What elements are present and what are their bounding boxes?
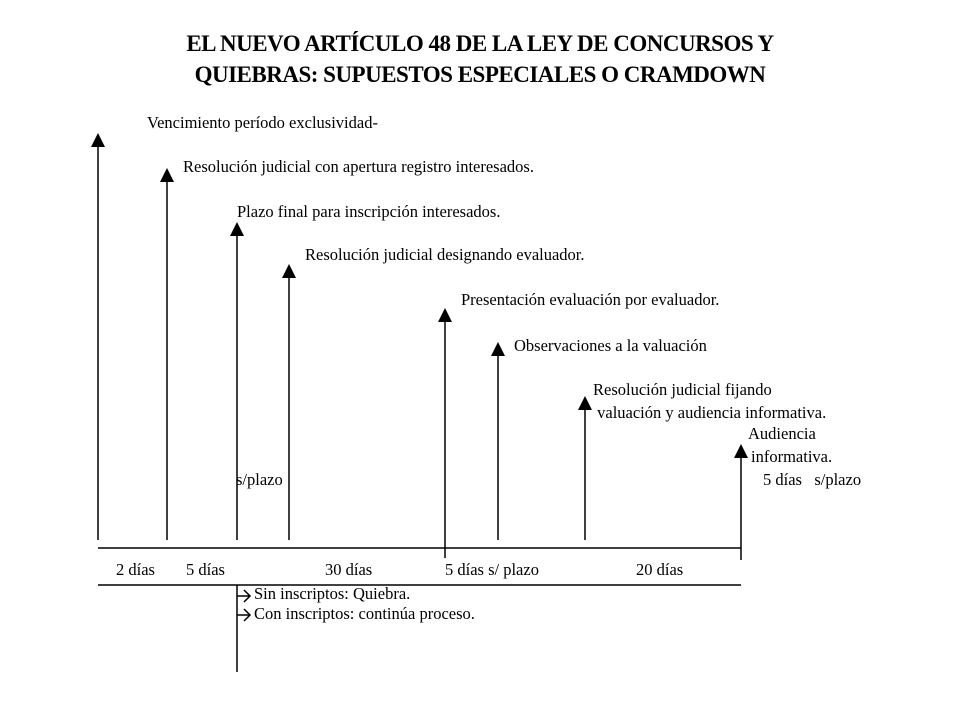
event-arrow-1 — [91, 133, 105, 540]
event-label-presentacion-evaluacion: Presentación evaluación por evaluador. — [461, 290, 720, 309]
duration-5: 20 días — [636, 560, 684, 579]
outcome-con-inscriptos: Con inscriptos: continúa proceso. — [254, 604, 475, 623]
event-label-observaciones: Observaciones a la valuación — [514, 336, 707, 355]
event-label-audiencia-1: Audiencia — [748, 424, 816, 443]
branch-arrow-2 — [237, 609, 250, 621]
event-arrow-3 — [230, 222, 244, 540]
branch-arrow-1 — [237, 590, 250, 602]
event-arrow-5 — [438, 308, 452, 558]
event-label-audiencia-2: informativa. — [751, 447, 833, 466]
event-label-fija-valuacion-1: Resolución judicial fijando — [593, 380, 772, 399]
title-line-1: EL NUEVO ARTÍCULO 48 DE LA LEY DE CONCURSOS Y — [186, 31, 774, 56]
outcome-sin-inscriptos: Sin inscriptos: Quiebra. — [254, 584, 411, 603]
event-label-designa-evaluador: Resolución judicial designando evaluador. — [305, 245, 585, 264]
event-arrow-8 — [734, 444, 748, 560]
event-arrow-2 — [160, 168, 174, 540]
duration-2: 5 días — [186, 560, 225, 579]
event-label-fija-valuacion-2: valuación y audiencia informativa. — [593, 403, 827, 422]
event-label-plazo-inscripcion: Plazo final para inscripción interesados. — [237, 202, 501, 221]
event-arrow-6 — [491, 342, 505, 540]
event-label-apertura-registro: Resolución judicial con apertura registro interesados. — [183, 157, 534, 176]
duration-3: 30 días — [325, 560, 373, 579]
title-line-2: QUIEBRAS: SUPUESTOS ESPECIALES O CRAMDOWN — [194, 62, 766, 87]
event-arrow-4 — [282, 264, 296, 540]
note-s-plazo: s/plazo — [236, 470, 283, 489]
duration-1: 2 días — [116, 560, 155, 579]
note-right-terms: 5 días s/plazo — [763, 470, 862, 489]
event-label-vencimiento: Vencimiento período exclusividad- — [147, 113, 378, 132]
event-arrow-7 — [578, 396, 592, 540]
duration-4: 5 días s/ plazo — [445, 560, 539, 579]
